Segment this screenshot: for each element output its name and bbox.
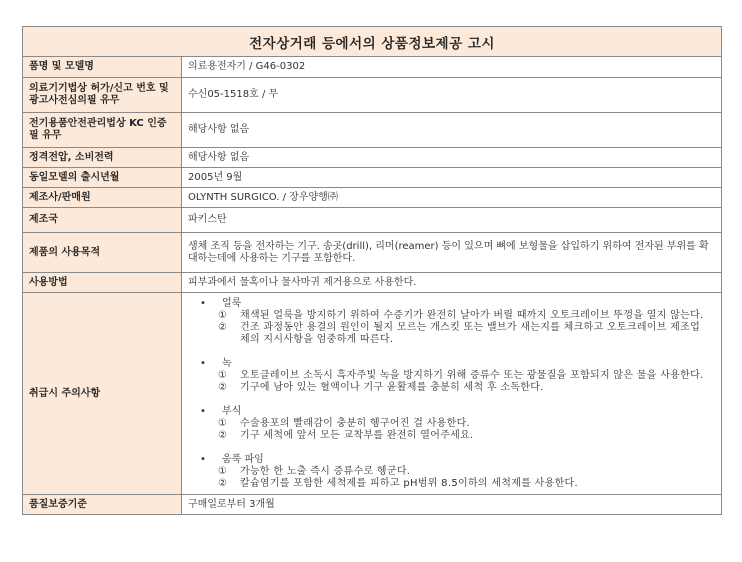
item-number: ② (218, 478, 227, 489)
caution-section (188, 454, 715, 466)
row-label: 제품의 사용목적 (23, 233, 182, 273)
row-value: 의료용전자기 / G46-0302 (182, 57, 722, 78)
item-text: 기구 세척에 앞서 모든 교착부를 완전히 열어주세요. (240, 430, 474, 441)
item-number: ② (218, 430, 227, 441)
list-item (188, 430, 715, 442)
section-title: 얼룩 (222, 298, 242, 309)
item-text: 수술용포의 빨래감이 충분히 헹구어진 걸 사용한다. (240, 418, 471, 429)
row-value: 해당사항 없음 (182, 148, 722, 168)
row-label: 품질보증기준 (23, 495, 182, 515)
item-text: 가능한 한 노출 즉시 증류수로 헹군다. (240, 466, 411, 477)
table-title: 전자상거래 등에서의 상품정보제공 고시 (23, 27, 722, 57)
item-number: ① (218, 310, 227, 321)
table-row (23, 495, 722, 515)
item-text: 채색된 얼룩을 방지하기 위하여 수증기가 완전히 날아가 버릴 때까지 오토크레이브 뚜껑을 열지 않는다. (240, 310, 704, 321)
item-number: ① (218, 418, 227, 429)
list-item (188, 310, 715, 322)
row-value: 파키스탄 (182, 208, 722, 233)
list-item (188, 382, 715, 394)
item-text: 오토클레이브 소독시 흑자주빛 녹을 방지하기 위해 증류수 또는 광물질을 포함되지 않은 물을 사용한다. (240, 370, 704, 381)
list-item (188, 322, 715, 346)
item-text: 칼슘염기를 포함한 세척제를 피하고 pH범위 8.5이하의 세척제를 사용한다. (240, 478, 578, 489)
row-label: 취급시 주의사항 (23, 293, 182, 495)
row-label: 전기용품안전관리법상 KC 인증 필 유무 (23, 113, 182, 148)
caution-section (188, 358, 715, 370)
table-row (23, 78, 722, 113)
caution-content (182, 293, 722, 495)
row-value: 피부과에서 물혹이나 물사마귀 제거용으로 사용한다. (182, 273, 722, 293)
row-label: 동일모델의 출시년월 (23, 168, 182, 188)
section-title: 녹 (222, 358, 232, 369)
list-item (188, 466, 715, 478)
table-row (23, 293, 722, 495)
row-value: 해당사항 없음 (182, 113, 722, 148)
row-label: 정격전압, 소비전력 (23, 148, 182, 168)
item-number: ② (218, 382, 227, 393)
list-item (188, 370, 715, 382)
section-title: 움푹 파임 (222, 454, 264, 465)
row-label: 품명 및 모델명 (23, 57, 182, 78)
bullet-icon: • (200, 454, 206, 465)
bullet-icon: • (200, 358, 206, 369)
item-text: 건조 과정동안 용결의 원인이 될지 모르는 개스킷 또는 밸브가 새는지를 체크하고 오토크레이브 제조업체의 지시사항을 엄중하게 따른다. (240, 322, 701, 345)
table-row (23, 273, 722, 293)
list-item (188, 478, 715, 490)
table-row (23, 113, 722, 148)
row-value: 생체 조직 등을 전자하는 기구. 송곳(drill), 리머(reamer) 등이 있으며 뼈에 보형물을 삽입하기 위하여 전자된 부위를 확대하는데에 사용하는 기구를 포함한다. (182, 233, 722, 273)
row-value: 구매일로부터 3개월 (182, 495, 722, 515)
item-number: ① (218, 370, 227, 381)
table-row (23, 188, 722, 208)
section-title: 부식 (222, 406, 242, 417)
item-number: ① (218, 466, 227, 477)
row-value: OLYNTH SURGICO. / 장우양행㈜ (182, 188, 722, 208)
bullet-icon: • (200, 298, 206, 309)
table-row (23, 57, 722, 78)
caution-section (188, 406, 715, 418)
item-number: ② (218, 322, 227, 333)
table-row (23, 148, 722, 168)
caution-section (188, 298, 715, 310)
row-value: 2005년 9월 (182, 168, 722, 188)
bullet-icon: • (200, 406, 206, 417)
item-text: 기구에 남아 있는 혈액이나 기구 윤활제를 충분히 세척 후 소독한다. (240, 382, 544, 393)
row-label: 의료기기법상 허가/신고 번호 및 광고사전심의필 유무 (23, 78, 182, 113)
table-row (23, 168, 722, 188)
list-item (188, 418, 715, 430)
row-label: 제조사/판매원 (23, 188, 182, 208)
row-label: 사용방법 (23, 273, 182, 293)
row-value: 수신05-1518호 / 무 (182, 78, 722, 113)
product-info-table (22, 26, 722, 515)
table-row (23, 208, 722, 233)
table-row (23, 233, 722, 273)
row-label: 제조국 (23, 208, 182, 233)
